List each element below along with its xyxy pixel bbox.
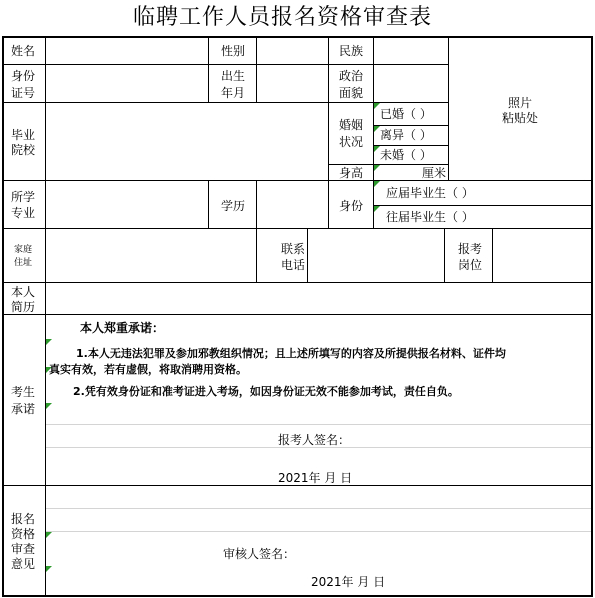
height-unit: 厘米: [422, 166, 447, 180]
col-line: [444, 228, 445, 282]
education-label: 学历: [221, 199, 246, 213]
resume-label-line1: 本人: [11, 285, 36, 299]
row-line: [2, 102, 448, 103]
form-title: 临聘工作人员报名资格审查表: [133, 5, 433, 30]
pledge-item-2: 2.凭有效身份证和准考证进入考场，如因身份证无效不能参加考试，责任自负。: [73, 385, 459, 398]
applicant-signature-date: 2021年 月 日: [278, 471, 353, 485]
cell-marker: [374, 206, 380, 212]
row-line: [2, 282, 592, 283]
post-label-line2: 岗位: [458, 258, 483, 272]
row-line: [373, 205, 592, 206]
pledge-label-line2: 承诺: [11, 402, 36, 416]
border-bottom: [2, 595, 592, 597]
cell-marker: [46, 532, 52, 538]
col-line: [45, 36, 46, 597]
border-left: [2, 36, 4, 597]
col-line: [328, 36, 329, 228]
height-label: 身高: [339, 166, 364, 180]
politics-label-line1: 政治: [339, 69, 364, 83]
applicant-signature-label: 报考人签名：: [278, 433, 351, 447]
gridline: [45, 531, 592, 532]
pledge-label-line1: 考生: [11, 385, 36, 399]
resume-label-line2: 简历: [11, 300, 36, 314]
pledge-item-1-line2: 真实有效，若有虚假，将取消聘用资格。: [49, 363, 247, 376]
review-label-line4: 意见: [11, 557, 36, 571]
row-line: [2, 64, 448, 65]
marital-label-line1: 婚姻: [339, 118, 364, 132]
gridline: [45, 508, 592, 509]
post-label-line1: 报考: [458, 242, 483, 256]
cell-marker: [46, 403, 52, 409]
phone-label-line2: 电话: [281, 258, 306, 272]
border-right: [591, 36, 593, 597]
marital-option-married: 已婚（ ）: [380, 107, 432, 121]
col-line: [492, 228, 493, 282]
review-label-line1: 报名: [11, 512, 36, 526]
row-line: [328, 164, 448, 165]
row-line: [2, 314, 592, 315]
col-line: [256, 180, 257, 228]
col-line: [208, 180, 209, 228]
school-label-line1: 毕业: [11, 128, 36, 142]
identity-option-fresh-graduate: 应届毕业生（ ）: [386, 186, 474, 200]
gender-label: 性别: [221, 44, 246, 58]
gridline: [45, 424, 592, 425]
cell-marker: [374, 181, 380, 187]
id-label-line1: 身份: [11, 69, 36, 83]
col-line: [256, 36, 257, 102]
identity-option-past-graduate: 往届毕业生（ ）: [386, 210, 474, 224]
birth-label-line2: 年月: [221, 86, 246, 100]
pledge-heading: 本人郑重承诺：: [80, 321, 165, 335]
reviewer-signature-date: 2021年 月 日: [311, 575, 386, 589]
border-top: [2, 36, 592, 38]
major-label-line1: 所学: [11, 190, 36, 204]
col-line: [208, 36, 209, 102]
col-line: [256, 228, 257, 282]
address-label-line1: 家庭: [14, 245, 33, 255]
politics-label-line2: 面貌: [339, 86, 364, 100]
row-line: [373, 145, 448, 146]
row-line: [2, 180, 592, 181]
cell-marker: [46, 566, 52, 572]
cell-marker: [46, 339, 52, 345]
review-label-line2: 资格: [11, 527, 36, 541]
address-label-line2: 住址: [14, 258, 33, 268]
review-label-line3: 审查: [11, 542, 36, 556]
marital-option-unmarried: 未婚（ ）: [380, 148, 432, 162]
name-label: 姓名: [11, 44, 36, 58]
photo-label-line2: 粘贴处: [502, 111, 539, 125]
col-line: [307, 228, 308, 282]
marital-label-line2: 状况: [339, 135, 364, 149]
id-label-line2: 证号: [11, 86, 36, 100]
col-line: [448, 36, 449, 180]
phone-label-line1: 联系: [281, 242, 306, 256]
row-line: [2, 228, 592, 229]
school-label-line2: 院校: [11, 143, 36, 157]
birth-label-line1: 出生: [221, 69, 246, 83]
major-label-line2: 专业: [11, 206, 36, 220]
col-line: [373, 36, 374, 102]
photo-label-line1: 照片: [508, 96, 533, 110]
marital-option-divorced: 离异（ ）: [380, 128, 432, 142]
reviewer-signature-label: 审核人签名：: [223, 547, 296, 561]
identity-label: 身份: [339, 199, 364, 213]
cell-marker: [374, 165, 380, 171]
pledge-item-1-line1: 1.本人无违法犯罪及参加邪教组织情况；且上述所填写的内容及所提供报名材料、证件均: [76, 347, 506, 360]
row-line: [373, 125, 448, 126]
ethnicity-label: 民族: [339, 44, 364, 58]
